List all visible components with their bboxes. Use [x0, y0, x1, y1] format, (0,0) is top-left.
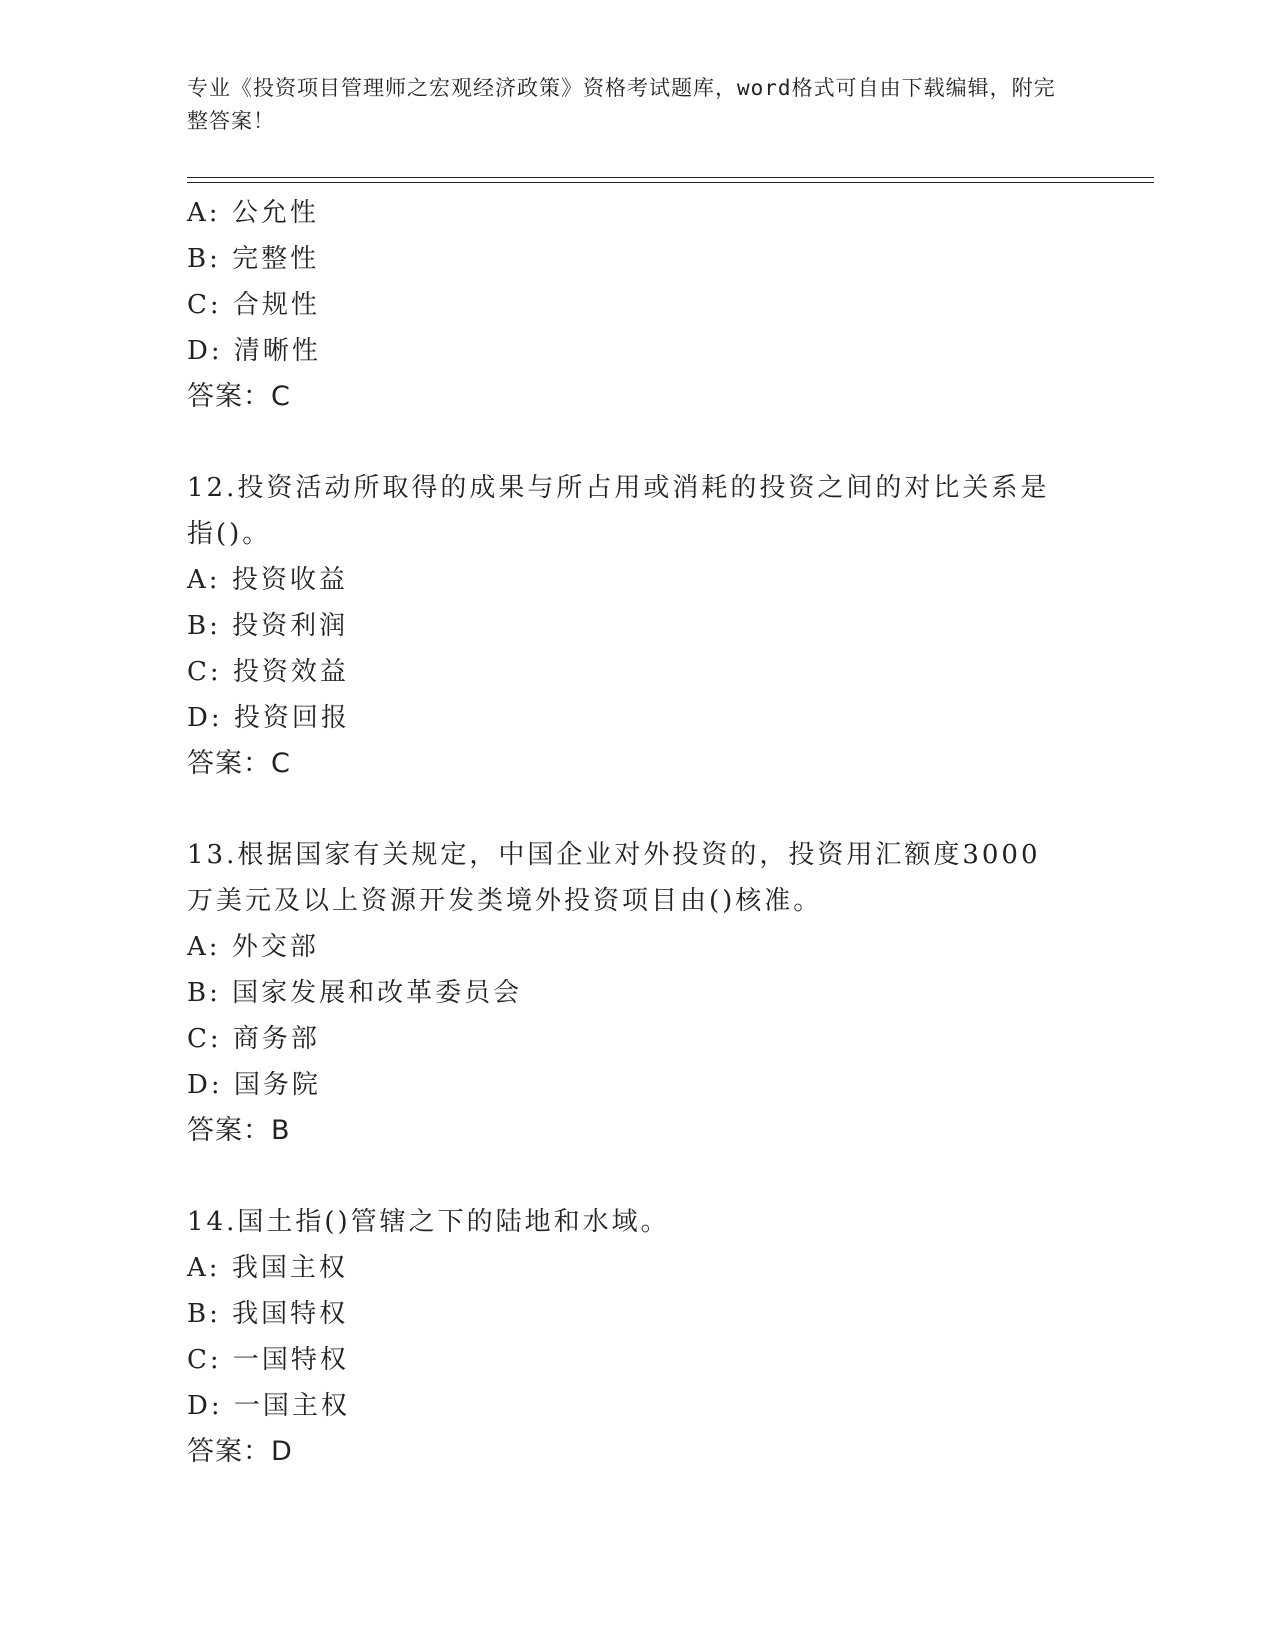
- answer: 答案：B: [187, 1115, 291, 1146]
- answer: 答案：C: [187, 381, 291, 412]
- option-a: [187, 557, 1087, 603]
- header-divider-bottom: [187, 182, 1154, 183]
- option-d: [187, 1062, 1087, 1108]
- spacer: [187, 787, 1087, 832]
- option-c: [187, 649, 1087, 695]
- option-text: 一国主权: [233, 1391, 350, 1421]
- option-text: 投资利润: [232, 611, 349, 641]
- question-stem: 14.国土指()管辖之下的陆地和水域。: [187, 1207, 670, 1237]
- question-12: [187, 465, 1087, 787]
- option-c: [187, 282, 1087, 328]
- option-text: 国务院: [233, 1070, 321, 1100]
- option-d: [187, 328, 1087, 374]
- option-letter: D:: [187, 1391, 223, 1421]
- question-stem: 12.投资活动所取得的成果与所占用或消耗的投资之间的对比关系是指()。: [187, 473, 1050, 549]
- option-letter: A:: [187, 1253, 221, 1283]
- question-list: [187, 190, 1087, 1475]
- option-text: 我国特权: [232, 1299, 349, 1329]
- option-letter: A:: [187, 565, 221, 595]
- option-text: 合规性: [232, 290, 320, 320]
- option-text: 投资效益: [232, 657, 349, 687]
- option-b: [187, 1291, 1087, 1337]
- question-14: [187, 1199, 1087, 1475]
- option-text: 商务部: [232, 1024, 320, 1054]
- spacer: [187, 420, 1087, 465]
- option-letter: B:: [187, 611, 221, 641]
- option-c: [187, 1337, 1087, 1383]
- option-b: [187, 603, 1087, 649]
- option-text: 清晰性: [233, 336, 321, 366]
- spacer: [187, 1154, 1087, 1199]
- answer: 答案：D: [187, 1436, 293, 1467]
- option-b: [187, 236, 1087, 282]
- option-text: 公允性: [231, 198, 319, 228]
- option-letter: B:: [187, 244, 221, 274]
- option-a: [187, 1245, 1087, 1291]
- option-a: [187, 924, 1087, 970]
- option-letter: C:: [187, 657, 222, 687]
- option-text: 外交部: [231, 932, 319, 962]
- option-letter: C:: [187, 1345, 222, 1375]
- option-c: [187, 1016, 1087, 1062]
- option-d: [187, 1383, 1087, 1429]
- option-text: 完整性: [232, 244, 320, 274]
- document-intro: 专业《投资项目管理师之宏观经济政策》资格考试题库，word格式可自由下载编辑，附完整答案！: [187, 76, 1056, 133]
- option-letter: C:: [187, 1024, 222, 1054]
- option-letter: D:: [187, 336, 223, 366]
- question-13: [187, 832, 1087, 1154]
- option-text: 投资收益: [231, 565, 348, 595]
- option-text: 我国主权: [231, 1253, 348, 1283]
- option-letter: A:: [187, 932, 221, 962]
- option-text: 投资回报: [233, 703, 350, 733]
- option-letter: C:: [187, 290, 222, 320]
- option-letter: D:: [187, 1070, 223, 1100]
- option-text: 一国特权: [232, 1345, 349, 1375]
- option-letter: B:: [187, 1299, 221, 1329]
- option-d: [187, 695, 1087, 741]
- answer: 答案：C: [187, 748, 291, 779]
- option-text: 国家发展和改革委员会: [232, 978, 523, 1008]
- option-letter: A:: [187, 198, 221, 228]
- option-letter: B:: [187, 978, 221, 1008]
- option-b: [187, 970, 1087, 1016]
- option-letter: D:: [187, 703, 223, 733]
- header-divider-top: [187, 177, 1154, 178]
- question-11: [187, 190, 1087, 420]
- question-stem: 13.根据国家有关规定，中国企业对外投资的，投资用汇额度3000万美元及以上资源开发类境外投资项目由()核准。: [187, 840, 1041, 916]
- option-a: [187, 190, 1087, 236]
